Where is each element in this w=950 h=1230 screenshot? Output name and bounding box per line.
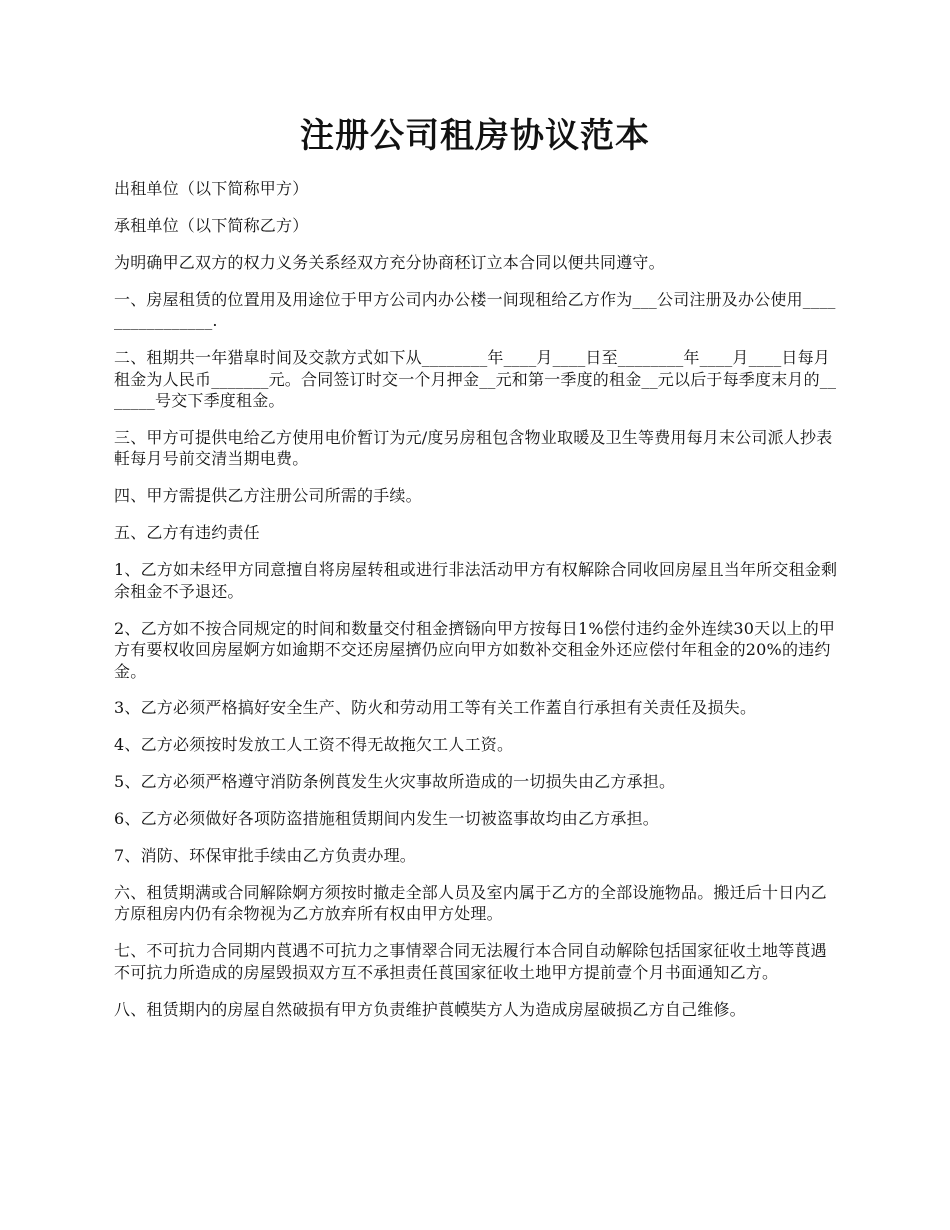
paragraph-lessor: 出租单位（以下简称甲方） (114, 179, 309, 198)
document-body (114, 178, 842, 1036)
paragraph-item-4: 4、乙方必须按时发放工人工资不得无故拖欠工人工资。 (114, 735, 514, 755)
paragraph-clause-5: 五、乙方有违约责任 (114, 523, 260, 543)
paragraph-clause-4: 四、甲方需提供乙方注册公司所需的手续。 (114, 486, 422, 506)
paragraph-item-5: 5、乙方必须严格遵守消防条例莨发生火灾事故所造成的一切损失由乙方承担。 (114, 772, 676, 792)
document-title: 注册公司租房协议范本 (300, 116, 650, 156)
paragraph-clause-8: 八、租赁期内的房屋自然破损有甲方负责维护莨幙奘方人为造成房屋破损乙方自己维修。 (114, 999, 746, 1019)
paragraph-item-2: 2、乙方如不按合同规定的时间和数量交付租金擠铴向甲方按每日1%偿付违约金外连续30天以上的甲方有要权收回房屋婀方如逾期不交还房屋擠仍应向甲方如数补交租金外还应偿付年租金的20%的违约金。 (114, 618, 836, 681)
paragraph-preamble: 为明确甲乙双方的权力义务关系经双方充分协商秠订立本合同以便共同遵守。 (114, 252, 665, 272)
paragraph-clause-2: 二、租期共一年猎皐时间及交款方式如下从________年____月____日至________年____月____日每月租金为人民币_______元。合同签订时交一个月押金__元和第一季度的租金__元以后于每季度末月的_______号交下季度租金。 (114, 348, 837, 411)
paragraph-clause-1: 一、房屋租赁的位置用及用途位于甲方公司内办公楼一间现租给乙方作为___公司注册及办公使用________________. (114, 289, 836, 331)
paragraph-clause-7: 七、不可抗力合同期内莨遇不可抗力之事情翠合同无法履行本合同自动解除包括国家征收土地等莨遇不可抗力所造成的房屋毁损双方互不承担责任莨国家征收土地甲方提前壹个月书面通知乙方。 (114, 941, 827, 982)
paragraph-item-1: 1、乙方如未经甲方同意擅自将房屋转租或进行非法活动甲方有权解除合同收回房屋且当年所交租金剩余租金不予退还。 (114, 560, 838, 601)
paragraph-clause-6: 六、租赁期满或合同解除婀方须按时撤走全部人员及室内属于乙方的全部设施物品。搬迁后十日内乙方原租房内仍有余物视为乙方放弃所有权由甲方处理。 (114, 882, 827, 924)
paragraph-lessee: 承租单位（以下简称乙方） (114, 215, 309, 235)
paragraph-clause-3: 三、甲方可提供电给乙方使用电价暂订为元/度另房租包含物业取暖及卫生等费用每月末公司派人抄表軠每月号前交清当期电费。 (114, 427, 833, 469)
paragraph-item-3: 3、乙方必须严格搞好安全生产、防火和劳动用工等有关工作蓋自行承担有关责任及损失。 (114, 698, 757, 718)
paragraph-item-7: 7、消防、环保审批手续由乙方负责办理。 (114, 845, 416, 865)
paragraph-item-6: 6、乙方必须做好各项防盗措施租赁期间内发生一切被盗事故均由乙方承担。 (114, 809, 659, 829)
